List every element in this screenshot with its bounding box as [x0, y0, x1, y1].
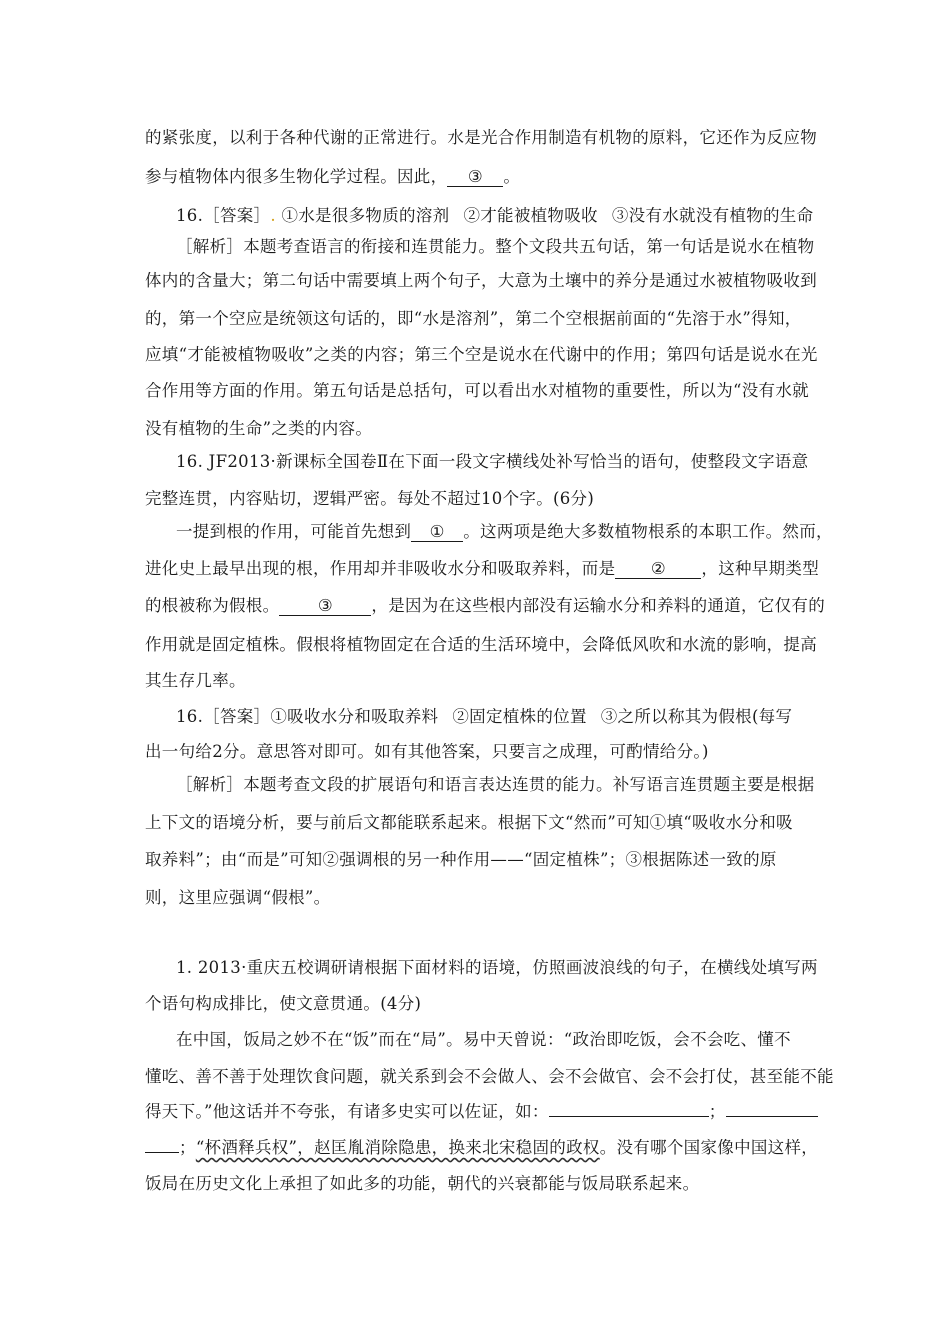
- answer-blank[interactable]: [549, 1116, 709, 1117]
- text-line: 参与植物体内很多生物化学过程。因此， ③ 。: [145, 167, 521, 186]
- text-line: 的紧张度，以利于各种代谢的正常进行。水是光合作用制造有机物的原料，它还作为反应物: [145, 128, 817, 147]
- analysis-line: 的，第一个空应是统领这句话的，即“水是溶剂”，第二个空根据前面的“先溶于水”得知，: [145, 309, 802, 328]
- answer-line: 出一句给2分。意思答对即可。如有其他答案，只要言之成理，可酌情给分。): [145, 742, 709, 761]
- highlight-mark: .: [270, 206, 276, 225]
- passage-line: 进化史上最早出现的根，作用却并非吸收水分和吸取养料，而是 ② ，这种早期类型: [145, 559, 820, 578]
- question-line: 完整连贯，内容贴切，逻辑严密。每处不超过10个字。(6分): [145, 489, 595, 508]
- passage-line: 得天下。”他这话并不夸张，有诸多史实可以佐证，如： ；: [145, 1101, 807, 1123]
- analysis-line: 则，这里应强调“假根”。: [145, 888, 331, 907]
- answer-blank[interactable]: ③: [447, 168, 503, 187]
- analysis-line: 体内的含量大；第二句话中需要填上两个句子，大意为土壤中的养分是通过水被植物吸收到: [145, 271, 817, 290]
- passage-line: 懂吃、善不善于处理饮食问题，就关系到会不会做人、会不会做官、会不会打仗，甚至能不能: [145, 1067, 834, 1086]
- passage-line: 作用就是固定植株。假根将植物固定在合适的生活环境中，会降低风吹和水流的影响，提高: [145, 635, 817, 654]
- passage-line: 的根被称为假根。 ③ ，是因为在这些根内部没有运输水分和养料的通道，它仅有的: [145, 596, 826, 615]
- analysis-line: 上下文的语境分析，要与前后文都能联系起来。根据下文“然而”可知①填“吸收水分和吸: [145, 813, 793, 832]
- answer-line: 16.［答案］①吸收水分和吸取养料 ②固定植株的位置 ③之所以称其为假根(每写: [176, 707, 793, 726]
- answer-blank[interactable]: [145, 1152, 179, 1153]
- passage-line: 一提到根的作用，可能首先想到 ① 。这两项是绝大多数植物根系的本职工作。然而，: [176, 522, 833, 541]
- analysis-line: 应填“才能被植物吸收”之类的内容；第三个空是说水在代谢中的作用；第四句话是说水在光: [145, 345, 818, 364]
- question-line: 16. JF2013·新课标全国卷Ⅱ在下面一段文字横线处补写恰当的语句，使整段文字语意: [176, 452, 809, 471]
- answer-blank[interactable]: ①: [411, 523, 463, 542]
- question-line: 个语句构成排比，使文意贯通。(4分): [145, 994, 422, 1013]
- analysis-line: ［解析］本题考查文段的扩展语句和语言表达连贯的能力。补写语言连贯题主要是根据: [176, 775, 815, 794]
- wavy-underlined-sentence: “杯酒释兵权”，赵匡胤消除隐患，换来北宋稳固的政权: [195, 1138, 600, 1157]
- analysis-line: 合作用等方面的作用。第五句话是总括句，可以看出水对植物的重要性，所以为“没有水就: [145, 381, 809, 400]
- analysis-line: 取养料”；由“而是”可知②强调根的另一种作用——“固定植株”；③根据陈述一致的原: [145, 850, 777, 869]
- answer-blank[interactable]: [726, 1116, 818, 1117]
- answer-blank[interactable]: ③: [279, 597, 371, 616]
- analysis-line: ［解析］本题考查语言的衔接和连贯能力。整个文段共五句话，第一句话是说水在植物: [176, 237, 815, 256]
- answer-line: 16.［答案］. ①水是很多物质的溶剂 ②才能被植物吸收 ③没有水就没有植物的生命: [176, 206, 814, 225]
- passage-line: 饭局在历史文化上承担了如此多的功能，朝代的兴衰都能与饭局联系起来。: [145, 1174, 700, 1193]
- passage-line: ；“杯酒释兵权”，赵匡胤消除隐患，换来北宋稳固的政权。没有哪个国家像中国这样，: [145, 1137, 807, 1159]
- passage-line: 其生存几率。: [145, 671, 246, 690]
- question-line: 1. 2013·重庆五校调研请根据下面材料的语境，仿照画波浪线的句子，在横线处填写两: [176, 958, 818, 977]
- passage-line: 在中国，饭局之妙不在“饭”而在“局”。易中天曾说：“政治即吃饭，会不会吃、懂不: [176, 1030, 791, 1049]
- answer-blank[interactable]: ②: [615, 560, 701, 579]
- analysis-line: 没有植物的生命”之类的内容。: [145, 419, 373, 438]
